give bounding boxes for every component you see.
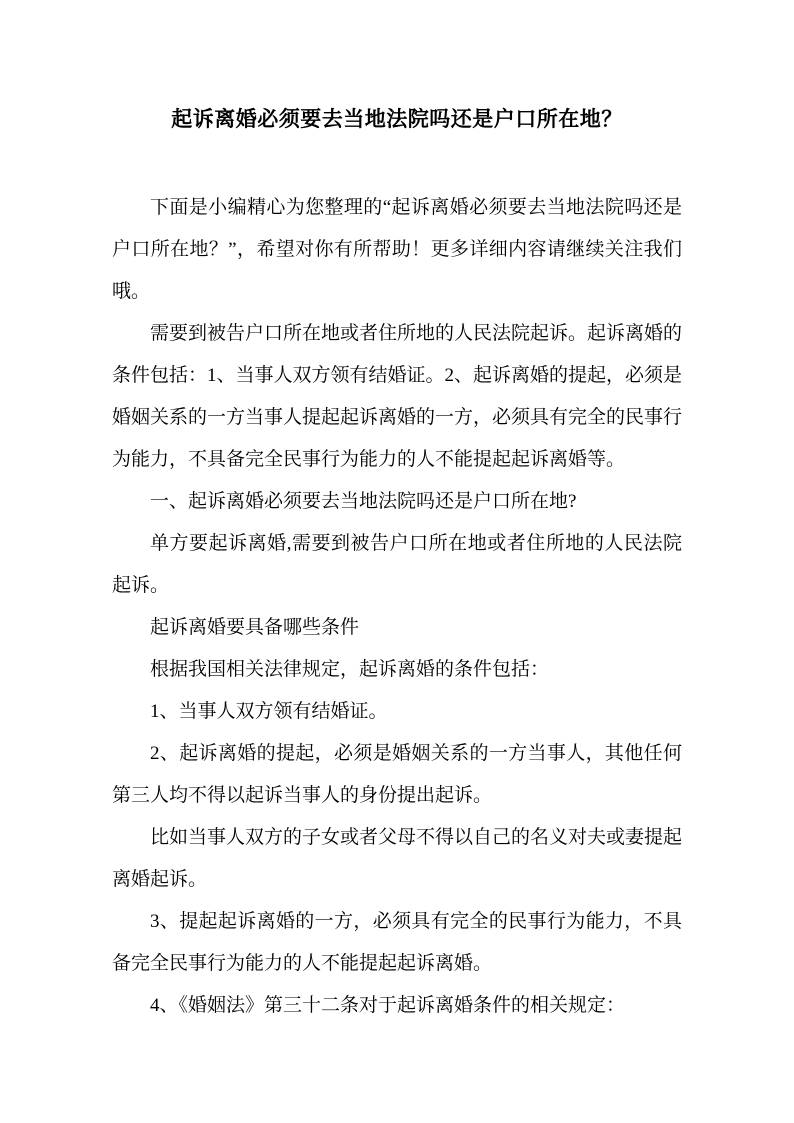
paragraph-conditions-heading: 起诉离婚要具备哪些条件: [150, 617, 360, 638]
paragraph-answer-summary: 需要到被告户口所在地或者住所地的人民法院起诉。起诉离婚的条件包括：1、当事人双方领有结婚证。2、起诉离婚的提起，必须是婚姻关系的一方当事人提起起诉离婚的一方，必须具有完全的民事行为能力，不具备完全民事行为能力的人不能提起起诉离婚等。: [112, 323, 683, 470]
document-body: [112, 187, 682, 1027]
document-title: 起诉离婚必须要去当地法院吗还是户口所在地？: [171, 107, 623, 131]
paragraph-condition-2-example: 比如当事人双方的子女或者父母不得以自己的名义对夫或妻提起离婚起诉。: [112, 827, 683, 890]
paragraph-condition-3: 3、提起起诉离婚的一方，必须具有完全的民事行为能力，不具备完全民事行为能力的人不能提起起诉离婚。: [112, 911, 682, 974]
paragraph-court-location: 单方要起诉离婚,需要到被告户口所在地或者住所地的人民法院起诉。: [112, 533, 682, 596]
paragraph-law-basis: 根据我国相关法律规定，起诉离婚的条件包括：: [150, 659, 550, 680]
paragraph-condition-4: 4、《婚姻法》第三十二条对于起诉离婚条件的相关规定：: [150, 995, 626, 1016]
paragraph-condition-2: 2、起诉离婚的提起，必须是婚姻关系的一方当事人，其他任何第三人均不得以起诉当事人的身份提出起诉。: [112, 743, 682, 806]
paragraph-condition-1: 1、当事人双方领有结婚证。: [150, 701, 388, 722]
paragraph-intro: 下面是小编精心为您整理的“起诉离婚必须要去当地法院吗还是户口所在地？”，希望对你有所帮助！更多详细内容请继续关注我们哦。: [112, 197, 682, 302]
paragraph-section-heading: 一、起诉离婚必须要去当地法院吗还是户口所在地?: [150, 491, 577, 512]
